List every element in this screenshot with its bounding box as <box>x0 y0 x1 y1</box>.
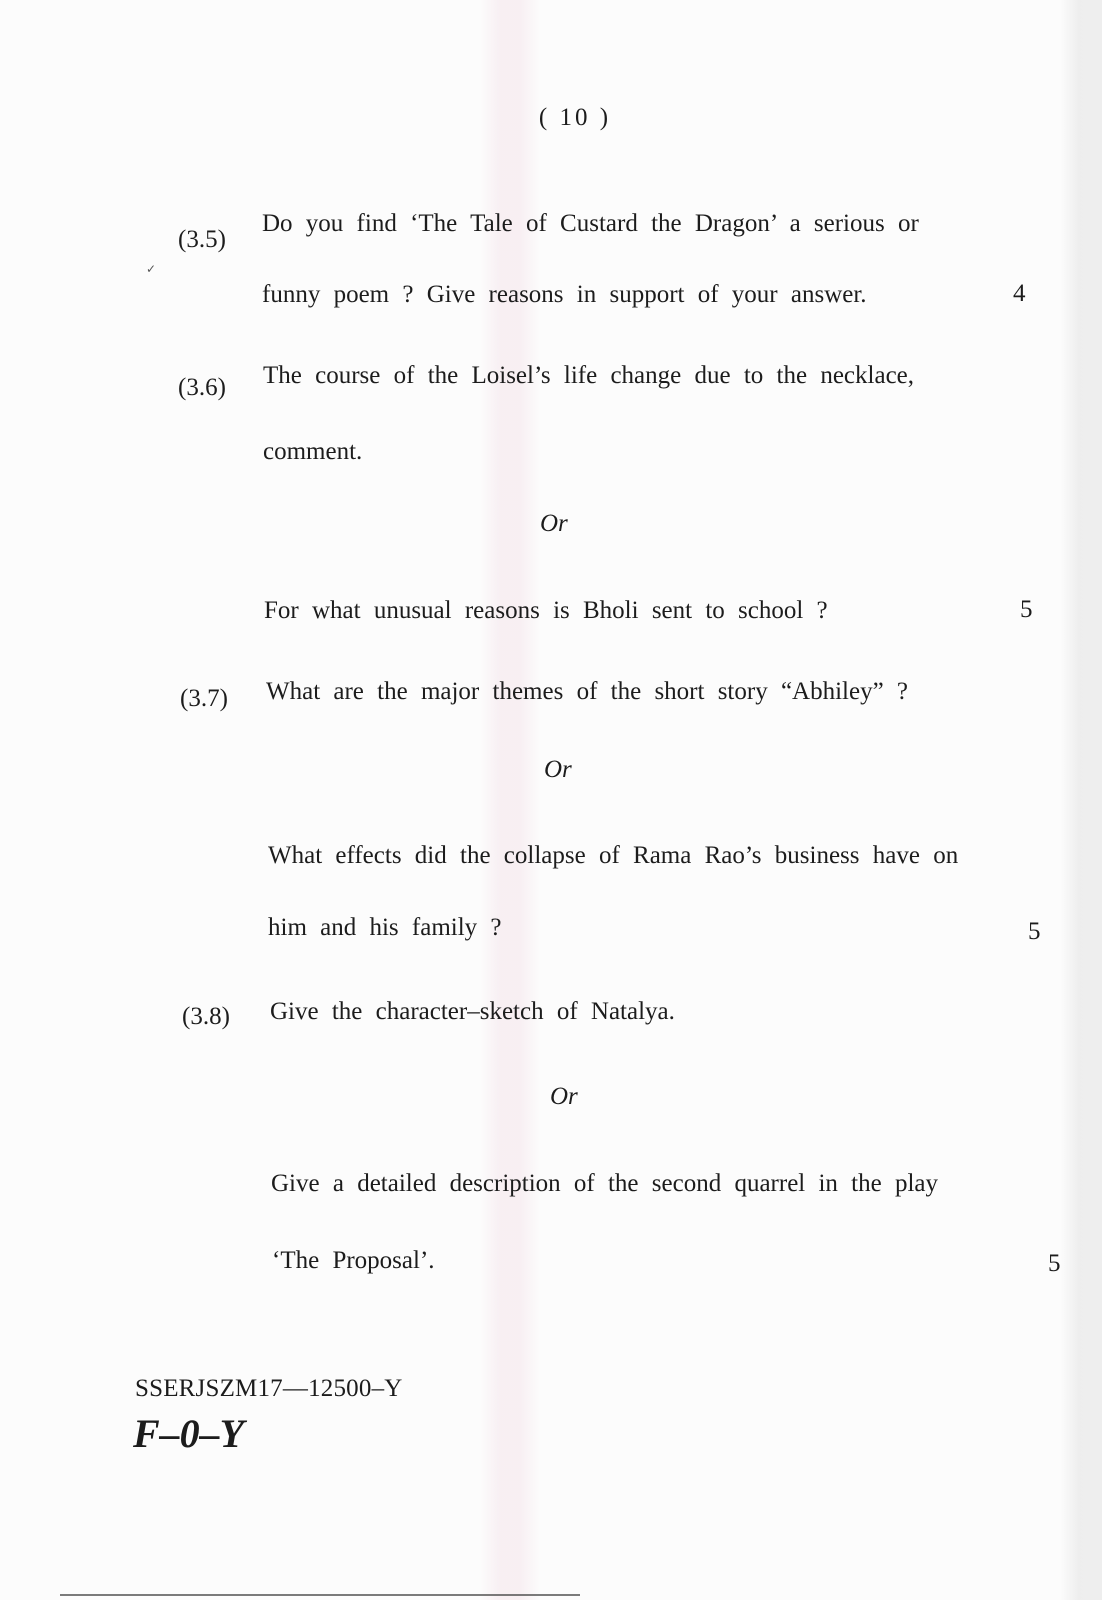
or-separator: Or <box>550 1083 578 1110</box>
question-number: (3.8) <box>182 1003 230 1030</box>
question-text-line: The course of the Loisel’s life change due to the necklace, <box>263 362 915 389</box>
alternative-question-line: What effects did the collapse of Rama Rao’s business have on <box>268 842 959 869</box>
alternative-question-line: For what unusual reasons is Bholi sent to school ? <box>264 597 828 624</box>
question-text-line: funny poem ? Give reasons in support of your answer. <box>262 281 867 308</box>
question-text-line: Give the character–sketch of Natalya. <box>270 998 675 1025</box>
question-text-line: Do you find ‘The Tale of Custard the Dragon’ a serious or <box>262 210 919 237</box>
question-number: (3.7) <box>180 685 228 712</box>
pen-tick-mark: ✓ <box>146 262 157 276</box>
page-bottom-edge <box>60 1594 580 1596</box>
marks: 5 <box>1020 596 1033 623</box>
paper-code: SSERJSZM17—12500–Y <box>135 1375 403 1402</box>
paper-set-label: F–0–Y <box>133 1411 245 1456</box>
marks: 5 <box>1028 918 1041 945</box>
or-separator: Or <box>544 756 572 783</box>
question-text-line: comment. <box>263 438 363 465</box>
or-separator: Or <box>540 510 568 537</box>
page-number: ( 10 ) <box>538 104 612 131</box>
alternative-question-line: Give a detailed description of the second quarrel in the play <box>271 1170 939 1197</box>
question-text-line: What are the major themes of the short story “Abhiley” ? <box>266 678 909 705</box>
marks: 5 <box>1048 1250 1061 1277</box>
alternative-question-line: him and his family ? <box>268 914 502 941</box>
question-number: (3.6) <box>178 374 226 401</box>
question-number: (3.5) <box>178 226 226 253</box>
marks: 4 <box>1013 280 1026 307</box>
alternative-question-line: ‘The Proposal’. <box>272 1247 435 1274</box>
